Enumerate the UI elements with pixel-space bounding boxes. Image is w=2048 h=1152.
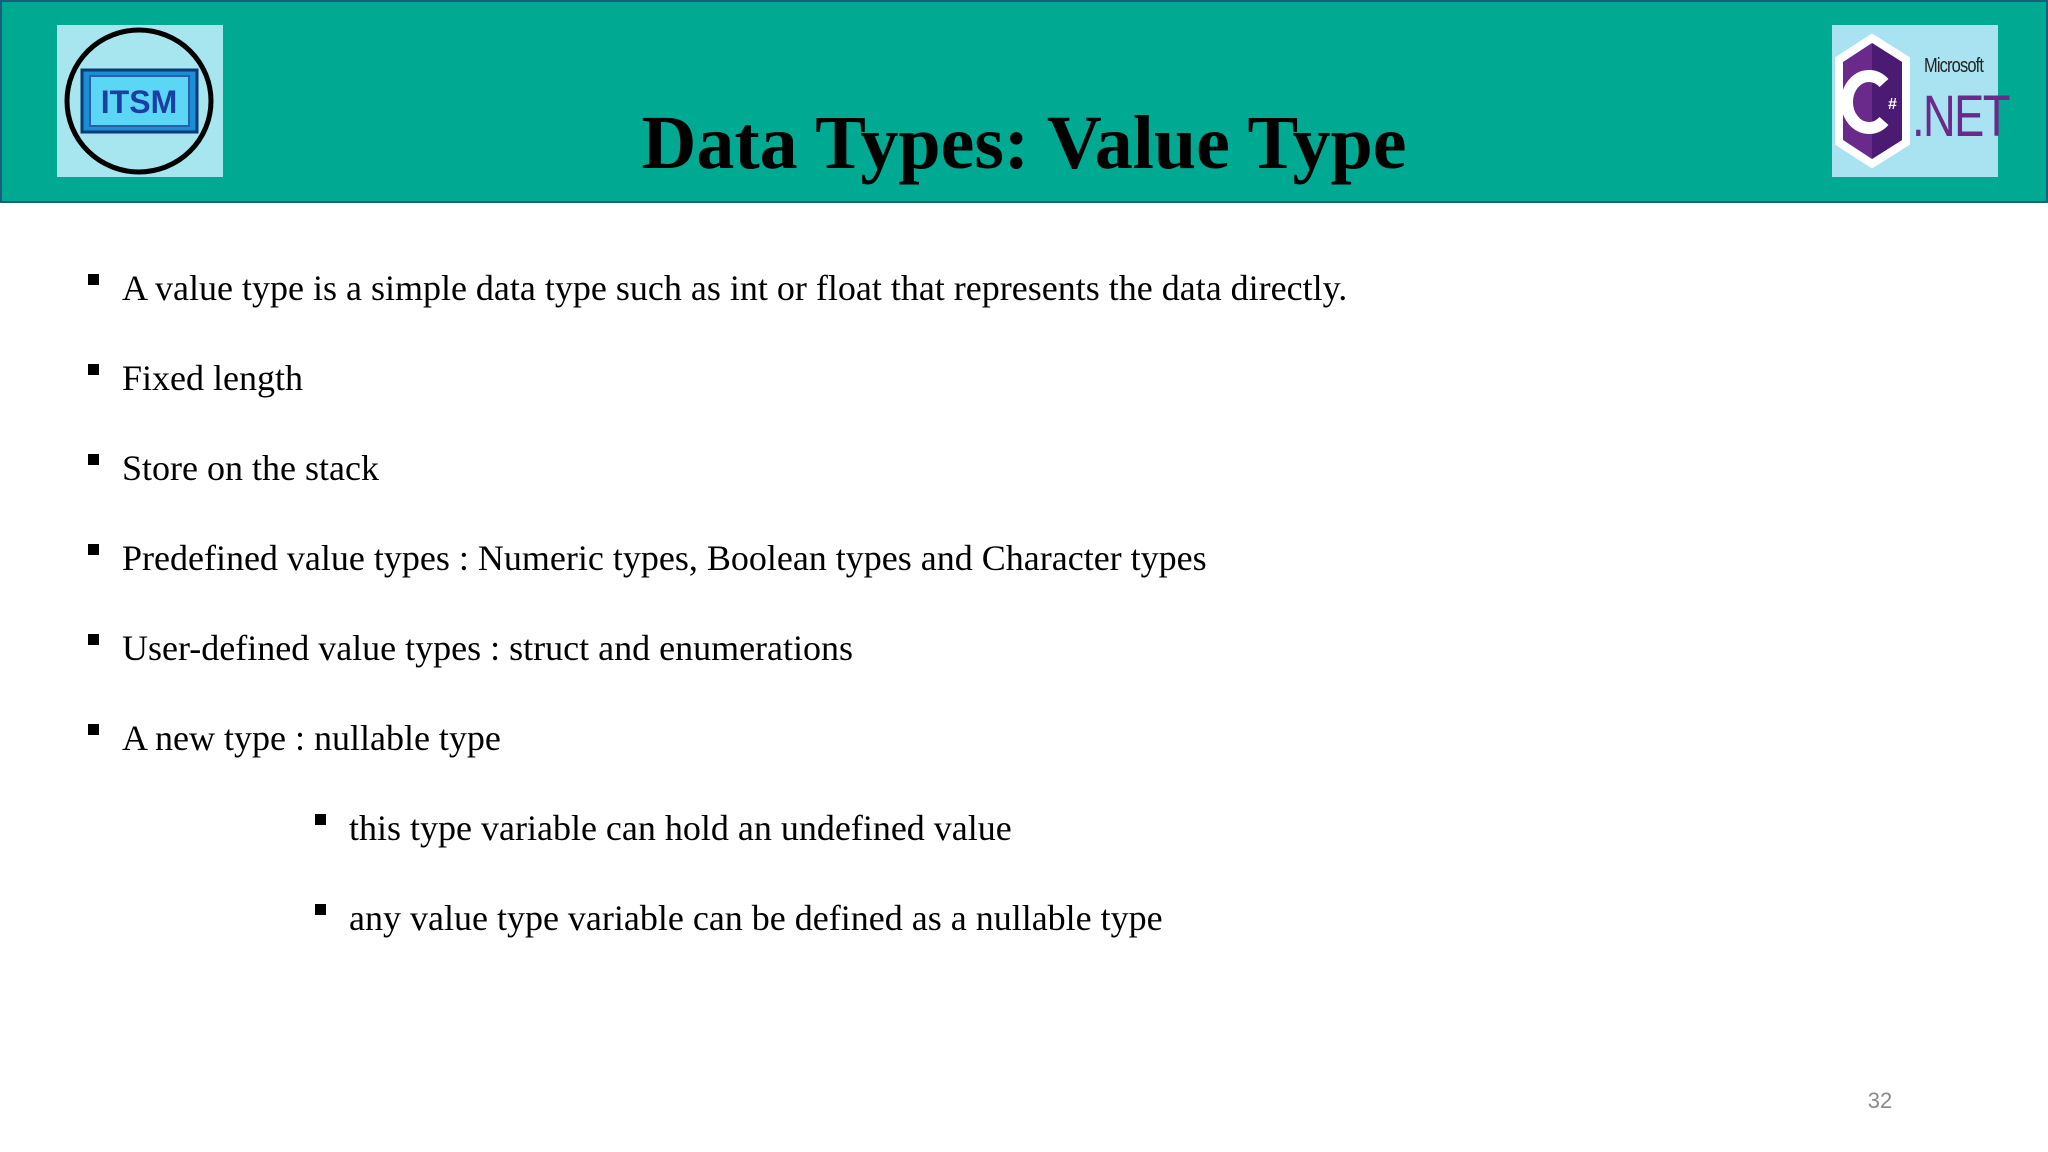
dotnet-label: .NET xyxy=(1912,84,2009,149)
bullet-text: A new type : nullable type xyxy=(122,718,501,758)
page-title: Data Types: Value Type xyxy=(641,101,1407,185)
square-bullet-icon xyxy=(315,814,326,825)
bullet-text: any value type variable can be defined as a nullable type xyxy=(349,898,1163,938)
square-bullet-icon xyxy=(88,634,99,645)
bullet-text: Predefined value types : Numeric types, Boolean types and Character types xyxy=(122,538,1207,578)
itsm-logo-text: ITSM xyxy=(100,84,178,120)
svg-text:#: # xyxy=(1888,96,1897,113)
page-number: 32 xyxy=(1867,1088,1893,1113)
bullet-text: this type variable can hold an undefined value xyxy=(349,808,1012,848)
square-bullet-icon xyxy=(88,364,99,375)
square-bullet-icon xyxy=(315,904,326,915)
microsoft-label: Microsoft xyxy=(1924,55,1984,77)
bullet-text: User-defined value types : struct and enumerations xyxy=(122,628,854,668)
bullet-text: Store on the stack xyxy=(122,448,379,488)
square-bullet-icon xyxy=(88,724,99,735)
square-bullet-icon xyxy=(88,454,99,465)
bullet-text: A value type is a simple data type such as int or float that represents the data directly. xyxy=(122,268,1348,308)
square-bullet-icon xyxy=(88,544,99,555)
square-bullet-icon xyxy=(88,274,99,285)
bullet-text: Fixed length xyxy=(122,358,303,398)
